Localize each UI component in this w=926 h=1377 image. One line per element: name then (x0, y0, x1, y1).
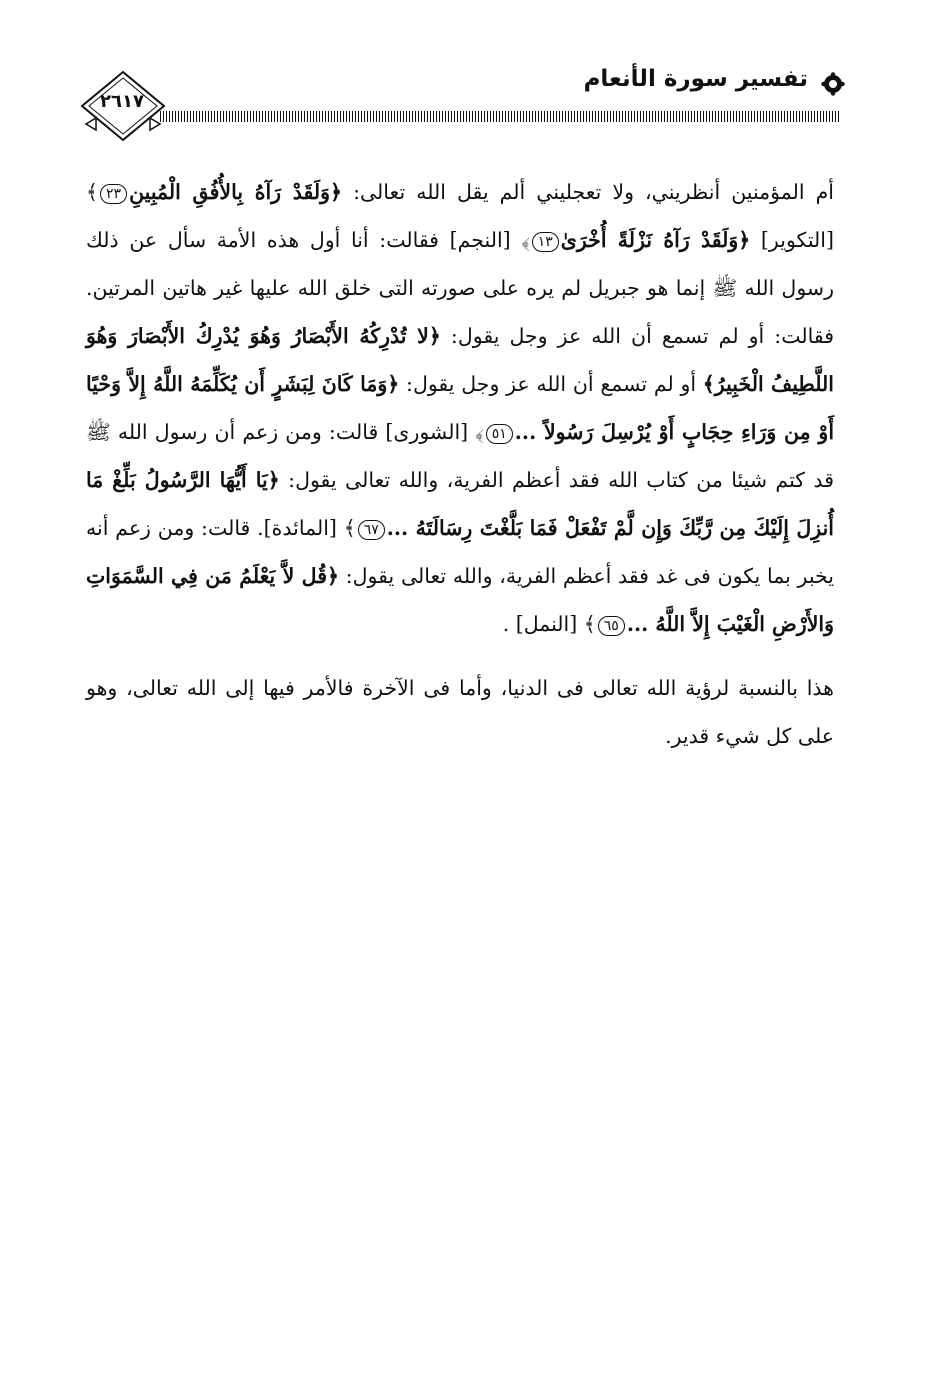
page-header (0, 0, 926, 150)
text-segment: ﴾ [المائدة]. قالت: ومن زعم أنه يخبر بما يكون فى غد فقد أعظم الفرية، والله تعالى يقول: (86, 516, 834, 588)
text-segment: ﴾ [النجم] فقالت: أنا أول هذه الأمة سأل عن ذلك رسول الله ﷺ إنما هو جبريل لم يره على صورته التى خلق الله عليها غير هاتين المرتين. فقالت: أو لم تسمع أن الله عز وجل يقول: (86, 228, 834, 348)
body-text (86, 168, 834, 760)
ayah-number: ٦٥ (598, 616, 625, 636)
quran-verse: ﴿وَلَقَدْ رَآهُ نَزْلَةً أُخْرَىٰ (560, 228, 751, 252)
text-segment: أو لم تسمع أن الله عز وجل يقول: (399, 372, 703, 396)
ayah-number: ٦٧ (358, 520, 385, 540)
page-number: ٢٦١٧ (100, 91, 144, 112)
quran-verse: ﴿وَمَا كَانَ لِبَشَرٍ أَن يُكَلِّمَهُ اللَّهُ إِلاَّ وَحْيًا أَوْ مِن وَرَاءِ حِجَابٍ أَوْ يُرْسِلَ رَسُولاً ... (86, 372, 835, 444)
quran-verse: ﴿يَا أَيُّهَا الرَّسُولُ بَلِّغْ مَا أُنزِلَ إِلَيْكَ مِن رَّبِّكَ وَإِن لَّمْ تَفْعَلْ فَمَا بَلَّغْتَ رِسَالَتَهُ ... (86, 468, 834, 540)
ayah-number: ١٣ (532, 232, 559, 252)
ayah-number: ٢٣ (100, 184, 127, 204)
floral-ornament-icon (821, 72, 845, 96)
header-rule (160, 111, 840, 122)
text-segment: ﴾ [النمل] . (502, 612, 596, 636)
running-title: تفسير سورة الأنعام (583, 66, 808, 92)
ayah-number: ٥١ (486, 424, 513, 444)
quran-verse: ﴿قُل لاَّ يَعْلَمُ مَن فِي السَّمَوَاتِ وَالأَرْضِ الْغَيْبَ إِلاَّ اللَّهُ ... (86, 564, 834, 636)
text-segment: ﴾ [الشورى] قالت: ومن زعم أن رسول الله ﷺ قد كتم شيئا من كتاب الله فقد أعظم الفرية، والله تعالى يقول: (86, 420, 834, 492)
quran-verse: ﴿لا تُدْرِكُهُ الأَبْصَارُ وَهُوَ يُدْرِكُ الأَبْصَارَ وَهُوَ اللَّطِيفُ الْخَبِيرُ﴾ (86, 324, 834, 396)
text-segment: أم المؤمنين أنظريني، ولا تعجليني ألم يقل الله تعالى: (342, 180, 834, 204)
quran-verse: ﴿وَلَقَدْ رَآهُ بِالأُفُقِ الْمُبِينِ (129, 180, 343, 204)
paragraph-1 (86, 168, 834, 648)
text-segment: ﴾ [التكوير] (86, 180, 834, 252)
paragraph-2: هذا بالنسبة لرؤية الله تعالى فى الدنيا، وأما فى الآخرة فالأمر فيها إلى الله تعالى، وهو على كل شيء قدير. (86, 676, 834, 748)
